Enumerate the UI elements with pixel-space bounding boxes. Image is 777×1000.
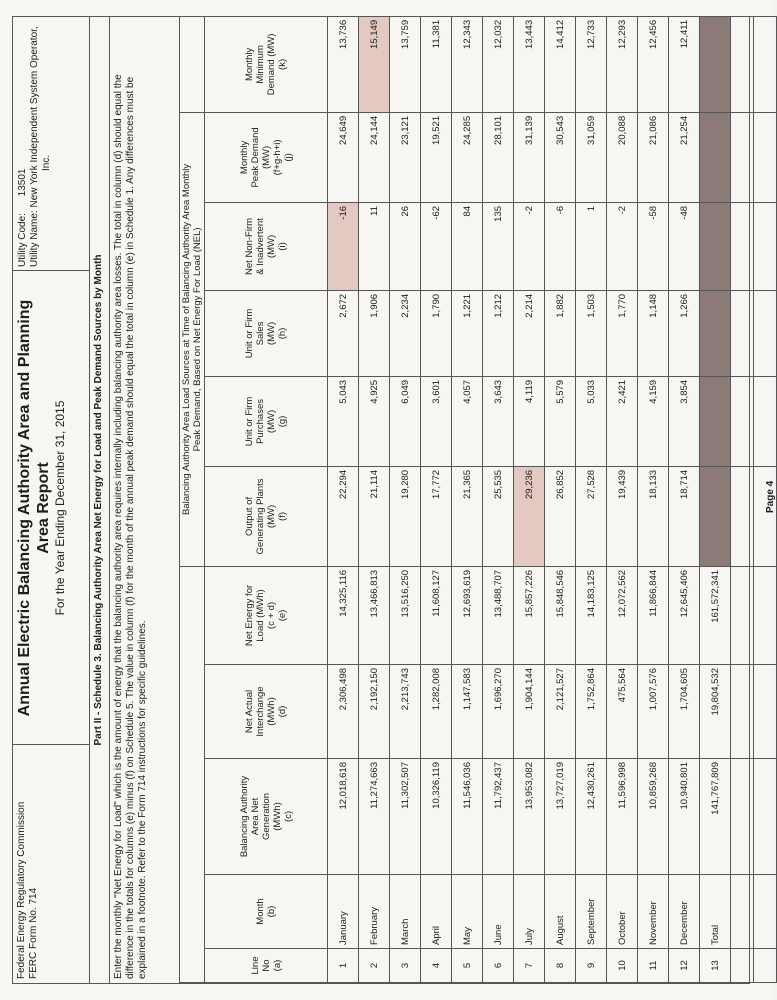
column-header-monthly-minimum-demand: Monthly Minimum Demand (MW) (k) xyxy=(205,16,328,112)
cell-net-interchange: 475,564 xyxy=(607,665,638,759)
cell-net-energy-for-load: 14,183,125 xyxy=(576,566,607,664)
cell-net-interchange: 2,306,498 xyxy=(328,665,359,759)
blank-cell xyxy=(754,376,777,466)
column-header-net-interchange: Net Actual Interchange (MWh) (d) xyxy=(205,665,328,759)
table-row xyxy=(359,16,390,982)
blank-cell xyxy=(731,202,754,290)
cell-net-interchange: 2,121,527 xyxy=(545,665,576,759)
cell-net-energy-for-load: 11,866,844 xyxy=(638,566,669,664)
instruction-line: explained in a footnote. Refer to the Form 714 instructions for specific guidelines. xyxy=(137,620,148,979)
form-number: FERC Form No. 714 xyxy=(28,887,39,979)
cell-non-firm-inadvertent: 135 xyxy=(483,202,514,290)
cell-month: April xyxy=(421,875,452,949)
cell-non-firm-inadvertent: 1 xyxy=(576,202,607,290)
cell-month: March xyxy=(390,875,421,949)
cell-firm-purchases: 3,643 xyxy=(483,376,514,466)
cell-monthly-minimum-demand: 15,149 xyxy=(359,16,390,112)
cell-net-interchange: 1,696,270 xyxy=(483,665,514,759)
cell-line-no: 6 xyxy=(483,949,514,983)
divider xyxy=(13,744,89,745)
blank-cell xyxy=(754,566,777,664)
cell-firm-sales xyxy=(700,290,731,376)
cell-net-generation: 13,953,082 xyxy=(514,759,545,875)
page-number: Page 4 xyxy=(765,480,776,513)
cell-monthly-minimum-demand xyxy=(700,16,731,112)
cell-line-no: 13 xyxy=(700,949,731,983)
cell-monthly-minimum-demand: 13,443 xyxy=(514,16,545,112)
cell-net-interchange: 1,282,008 xyxy=(421,665,452,759)
cell-net-energy-for-load: 14,325,116 xyxy=(328,566,359,664)
cell-net-generation: 11,546,036 xyxy=(452,759,483,875)
utility-block xyxy=(17,19,53,267)
cell-net-generation: 11,302,507 xyxy=(390,759,421,875)
blank-cell xyxy=(754,875,777,949)
blank-cell xyxy=(731,759,754,875)
cell-net-generation: 10,940,801 xyxy=(669,759,700,875)
instruction-line: Enter the monthly "Net Energy for Load" which is the amount of energy that the balancing authority area requires internally including balancing authority area losses. The total in column (d) should equal the xyxy=(113,74,124,979)
cell-firm-sales: 1,266 xyxy=(669,290,700,376)
cell-firm-purchases: 5,033 xyxy=(576,376,607,466)
cell-month: May xyxy=(452,875,483,949)
load-sources-header: Balancing Authority Area Load Sources at Time of Balancing Authority Area Monthly Peak Demand, Based on Net Energy For Load (NEL) xyxy=(180,112,205,566)
blank-cell xyxy=(731,466,754,566)
cell-line-no: 5 xyxy=(452,949,483,983)
cell-line-no: 11 xyxy=(638,949,669,983)
cell-monthly-minimum-demand: 14,412 xyxy=(545,16,576,112)
cell-monthly-minimum-demand: 13,759 xyxy=(390,16,421,112)
blank-cell xyxy=(754,112,777,202)
cell-firm-purchases: 6,049 xyxy=(390,376,421,466)
cell-line-no: 9 xyxy=(576,949,607,983)
cell-generating-output: 21,114 xyxy=(359,466,390,566)
blank-cell xyxy=(754,665,777,759)
cell-net-generation: 12,018,618 xyxy=(328,759,359,875)
cell-net-interchange: 1,904,144 xyxy=(514,665,545,759)
cell-net-energy-for-load: 12,645,406 xyxy=(669,566,700,664)
table-body xyxy=(328,16,777,982)
cell-non-firm-inadvertent: 11 xyxy=(359,202,390,290)
table-row xyxy=(669,16,700,982)
cell-net-interchange: 1,704,605 xyxy=(669,665,700,759)
utility-name-label: Utility Name: xyxy=(29,210,40,267)
cell-net-generation: 11,274,663 xyxy=(359,759,390,875)
agency-name: Federal Energy Regulatory Commission xyxy=(16,801,27,979)
cell-net-interchange: 2,213,743 xyxy=(390,665,421,759)
cell-line-no: 8 xyxy=(545,949,576,983)
cell-month: Total xyxy=(700,875,731,949)
cell-firm-sales: 1,503 xyxy=(576,290,607,376)
cell-month: October xyxy=(607,875,638,949)
cell-net-interchange: 1,147,583 xyxy=(452,665,483,759)
cell-non-firm-inadvertent: -6 xyxy=(545,202,576,290)
cell-monthly-peak-demand: 24,144 xyxy=(359,112,390,202)
cell-firm-sales: 1,221 xyxy=(452,290,483,376)
cell-line-no: 1 xyxy=(328,949,359,983)
column-header-firm-purchases: Unit or Firm Purchases (MW) (g) xyxy=(205,376,328,466)
report-title-cont: Area Report xyxy=(35,462,52,554)
cell-non-firm-inadvertent: -48 xyxy=(669,202,700,290)
cell-monthly-peak-demand xyxy=(700,112,731,202)
column-header-non-firm-inadvertent: Net Non-Firm & Inadvertent (MW) (i) xyxy=(205,202,328,290)
cell-generating-output: 18,714 xyxy=(669,466,700,566)
cell-firm-sales: 1,882 xyxy=(545,290,576,376)
cell-monthly-minimum-demand: 12,343 xyxy=(452,16,483,112)
cell-firm-sales: 1,212 xyxy=(483,290,514,376)
blank-row xyxy=(731,16,754,982)
cell-net-energy-for-load: 12,072,562 xyxy=(607,566,638,664)
cell-firm-sales: 1,906 xyxy=(359,290,390,376)
cell-line-no: 2 xyxy=(359,949,390,983)
blank-cell xyxy=(754,290,777,376)
utility-name-cont: Inc. xyxy=(41,154,52,171)
cell-firm-sales: 1,148 xyxy=(638,290,669,376)
cell-non-firm-inadvertent: -62 xyxy=(421,202,452,290)
blank-cell xyxy=(731,290,754,376)
cell-monthly-minimum-demand: 12,733 xyxy=(576,16,607,112)
cell-month: February xyxy=(359,875,390,949)
header-blank xyxy=(180,566,205,982)
cell-monthly-peak-demand: 21,086 xyxy=(638,112,669,202)
cell-line-no: 10 xyxy=(607,949,638,983)
cell-month: September xyxy=(576,875,607,949)
rule xyxy=(89,17,90,983)
table-row xyxy=(638,16,669,982)
column-header-net-energy-for-load: Net Energy for Load (MWh) (c + d) (e) xyxy=(205,566,328,664)
cell-monthly-peak-demand: 20,088 xyxy=(607,112,638,202)
cell-firm-purchases: 3,854 xyxy=(669,376,700,466)
cell-monthly-minimum-demand: 12,411 xyxy=(669,16,700,112)
column-header-firm-sales: Unit or Firm Sales (MW) (h) xyxy=(205,290,328,376)
utility-name: New York Independent System Operator, xyxy=(29,26,40,208)
cell-firm-purchases: 2,421 xyxy=(607,376,638,466)
table-row xyxy=(328,16,359,982)
cell-month: December xyxy=(669,875,700,949)
cell-monthly-peak-demand: 19,521 xyxy=(421,112,452,202)
instruction-line: difference in the totals for columns (e) minus (f) on Schedule 5. The value in column (f) for the month of the annual peak demand should equal the total in column (e) in Schedule 1. Any differences must be xyxy=(125,76,136,979)
utility-code-label: Utility Code: xyxy=(17,213,28,267)
table-row xyxy=(421,16,452,982)
table-row xyxy=(452,16,483,982)
cell-month: July xyxy=(514,875,545,949)
cell-non-firm-inadvertent: -2 xyxy=(607,202,638,290)
cell-line-no: 4 xyxy=(421,949,452,983)
cell-monthly-peak-demand: 24,649 xyxy=(328,112,359,202)
cell-non-firm-inadvertent xyxy=(700,202,731,290)
cell-generating-output xyxy=(700,466,731,566)
cell-net-interchange: 1,007,576 xyxy=(638,665,669,759)
cell-firm-purchases: 3,601 xyxy=(421,376,452,466)
cell-monthly-peak-demand: 28,101 xyxy=(483,112,514,202)
cell-net-interchange: 2,192,150 xyxy=(359,665,390,759)
cell-net-generation: 141,767,809 xyxy=(700,759,731,875)
blank-cell xyxy=(731,665,754,759)
report-frame xyxy=(12,16,776,984)
cell-generating-output: 29,236 xyxy=(514,466,545,566)
blank-cell xyxy=(754,759,777,875)
cell-net-generation: 10,326,119 xyxy=(421,759,452,875)
cell-firm-sales: 2,234 xyxy=(390,290,421,376)
cell-line-no: 3 xyxy=(390,949,421,983)
cell-monthly-peak-demand: 31,059 xyxy=(576,112,607,202)
cell-net-generation: 10,859,268 xyxy=(638,759,669,875)
table-row xyxy=(607,16,638,982)
cell-firm-sales: 2,672 xyxy=(328,290,359,376)
header-blank xyxy=(180,16,205,112)
cell-monthly-peak-demand: 21,254 xyxy=(669,112,700,202)
cell-monthly-minimum-demand: 12,293 xyxy=(607,16,638,112)
column-header-row xyxy=(205,16,328,982)
cell-non-firm-inadvertent: -2 xyxy=(514,202,545,290)
table-row xyxy=(700,16,731,982)
cell-firm-sales: 1,790 xyxy=(421,290,452,376)
cell-non-firm-inadvertent: 26 xyxy=(390,202,421,290)
blank-cell xyxy=(731,566,754,664)
cell-generating-output: 17,772 xyxy=(421,466,452,566)
cell-month: August xyxy=(545,875,576,949)
cell-monthly-peak-demand: 23,121 xyxy=(390,112,421,202)
cell-non-firm-inadvertent: -16 xyxy=(328,202,359,290)
cell-monthly-peak-demand: 30,543 xyxy=(545,112,576,202)
column-header-net-generation: Balancing Authority Area Net Generation (MWh) (c) xyxy=(205,759,328,875)
cell-net-energy-for-load: 13,466,813 xyxy=(359,566,390,664)
schedule-table xyxy=(179,16,777,983)
cell-net-energy-for-load: 15,848,546 xyxy=(545,566,576,664)
cell-firm-sales: 2,214 xyxy=(514,290,545,376)
cell-net-interchange: 19,804,532 xyxy=(700,665,731,759)
cell-net-generation: 12,430,261 xyxy=(576,759,607,875)
cell-monthly-peak-demand: 24,285 xyxy=(452,112,483,202)
report-period: For the Year Ending December 31, 2015 xyxy=(53,400,67,616)
cell-firm-purchases: 4,057 xyxy=(452,376,483,466)
blank-cell xyxy=(731,16,754,112)
cell-net-energy-for-load: 15,857,226 xyxy=(514,566,545,664)
blank-cell xyxy=(754,202,777,290)
cell-line-no: 12 xyxy=(669,949,700,983)
cell-net-generation: 13,727,019 xyxy=(545,759,576,875)
cell-generating-output: 26,852 xyxy=(545,466,576,566)
cell-firm-sales: 1,770 xyxy=(607,290,638,376)
cell-generating-output: 22,294 xyxy=(328,466,359,566)
agency-block xyxy=(16,749,40,979)
group-header-row xyxy=(180,16,205,982)
column-header-generating-output: Output of Generating Plants (MW) (f) xyxy=(205,466,328,566)
cell-generating-output: 19,439 xyxy=(607,466,638,566)
cell-month: January xyxy=(328,875,359,949)
report-title: Annual Electric Balancing Authority Area and Planning xyxy=(16,299,33,717)
cell-firm-purchases: 4,925 xyxy=(359,376,390,466)
instructions xyxy=(113,21,149,979)
rule xyxy=(109,17,110,983)
cell-net-energy-for-load: 161,572,341 xyxy=(700,566,731,664)
part-title: Part II - Schedule 3. Balancing Authority Area Net Energy for Load and Peak Demand Sources by Month xyxy=(93,254,104,746)
cell-generating-output: 19,280 xyxy=(390,466,421,566)
table-row xyxy=(545,16,576,982)
cell-firm-purchases: 5,579 xyxy=(545,376,576,466)
column-header-monthly-peak-demand: Monthly Peak Demand (MW) (f+g-h+i) (j) xyxy=(205,112,328,202)
title-block xyxy=(15,273,67,743)
divider xyxy=(13,270,89,271)
cell-non-firm-inadvertent: 84 xyxy=(452,202,483,290)
table-row xyxy=(483,16,514,982)
cell-generating-output: 25,535 xyxy=(483,466,514,566)
cell-net-energy-for-load: 13,516,250 xyxy=(390,566,421,664)
table-row xyxy=(576,16,607,982)
cell-generating-output: 18,133 xyxy=(638,466,669,566)
table-row xyxy=(514,16,545,982)
cell-firm-purchases xyxy=(700,376,731,466)
blank-cell xyxy=(731,875,754,949)
cell-net-energy-for-load: 12,693,619 xyxy=(452,566,483,664)
column-header-month: Month (b) xyxy=(205,875,328,949)
blank-cell xyxy=(754,16,777,112)
cell-generating-output: 27,528 xyxy=(576,466,607,566)
blank-cell xyxy=(731,376,754,466)
cell-monthly-minimum-demand: 12,456 xyxy=(638,16,669,112)
cell-month: November xyxy=(638,875,669,949)
cell-firm-purchases: 4,159 xyxy=(638,376,669,466)
cell-net-interchange: 1,752,864 xyxy=(576,665,607,759)
cell-line-no: 7 xyxy=(514,949,545,983)
cell-monthly-minimum-demand: 12,032 xyxy=(483,16,514,112)
column-header-line-no: Line No (a) xyxy=(205,949,328,983)
cell-generating-output: 21,365 xyxy=(452,466,483,566)
table-row xyxy=(390,16,421,982)
cell-monthly-peak-demand: 31,139 xyxy=(514,112,545,202)
cell-monthly-minimum-demand: 11,381 xyxy=(421,16,452,112)
cell-monthly-minimum-demand: 13,736 xyxy=(328,16,359,112)
cell-net-generation: 11,792,437 xyxy=(483,759,514,875)
cell-net-energy-for-load: 11,608,127 xyxy=(421,566,452,664)
blank-cell xyxy=(754,949,777,983)
cell-non-firm-inadvertent: -58 xyxy=(638,202,669,290)
blank-cell xyxy=(731,112,754,202)
cell-month: June xyxy=(483,875,514,949)
cell-net-generation: 11,596,998 xyxy=(607,759,638,875)
cell-firm-purchases: 4,119 xyxy=(514,376,545,466)
cell-net-energy-for-load: 13,488,707 xyxy=(483,566,514,664)
utility-code: 13501 xyxy=(17,168,28,197)
blank-cell xyxy=(731,949,754,983)
cell-firm-purchases: 5,043 xyxy=(328,376,359,466)
